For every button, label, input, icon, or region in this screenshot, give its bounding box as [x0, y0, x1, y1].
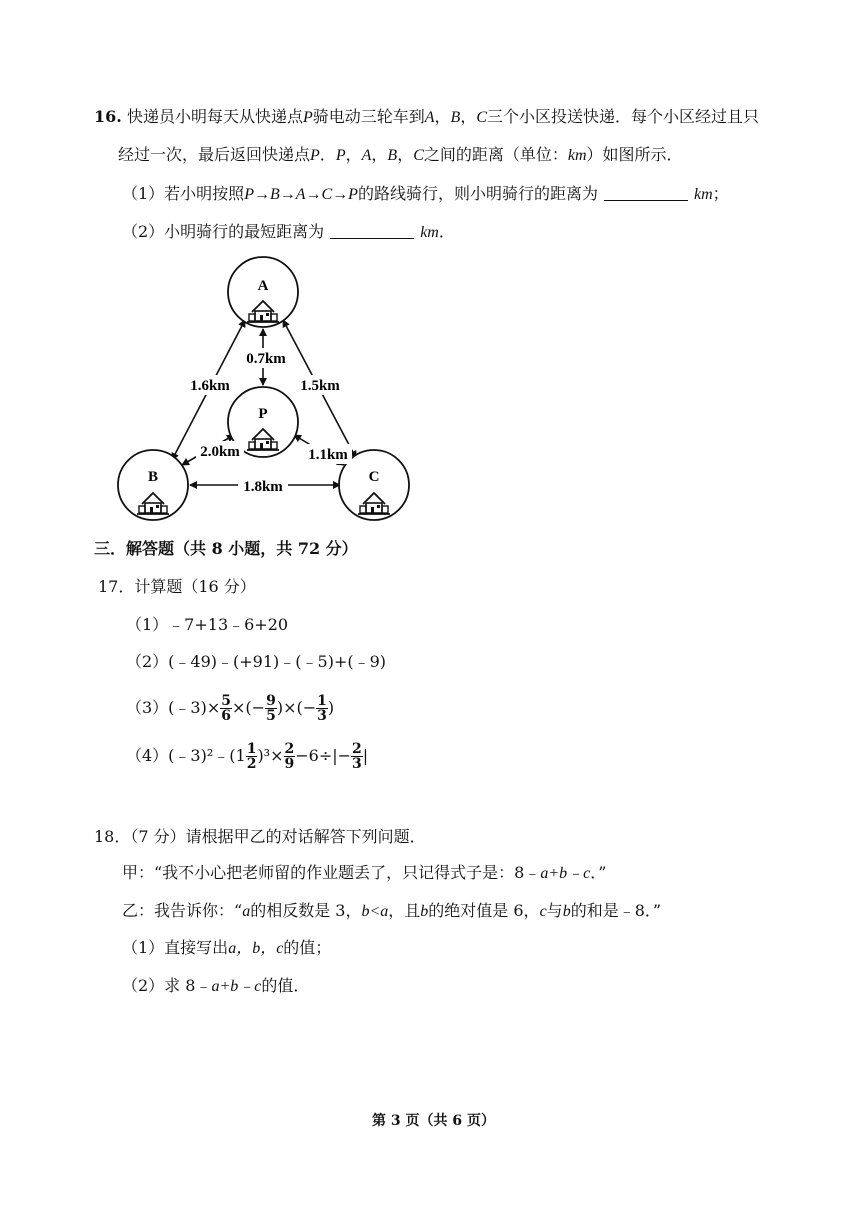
comma: ，: [434, 107, 451, 126]
answer-blank[interactable]: [330, 222, 414, 239]
period: ．: [319, 145, 336, 164]
var-a: A: [361, 147, 372, 164]
denominator: 5: [266, 708, 276, 724]
q16-text: ）如图所示．: [586, 145, 683, 164]
q17-part1: （1）﹣7+13﹣6+20: [126, 615, 289, 634]
part-text: （2）求 8﹣: [122, 976, 212, 995]
comma: ，: [460, 107, 477, 126]
q16-text: 快递员小明每天从快递点: [126, 107, 303, 126]
q17-title: 17．计算题（16 分）: [98, 577, 256, 596]
denominator: 3: [317, 708, 327, 724]
node-a: [228, 257, 298, 327]
numerator: 2: [352, 741, 362, 757]
node-b-label: B: [147, 469, 159, 485]
var-p: P: [335, 147, 346, 164]
var-c: C: [413, 147, 424, 164]
q18-jia: [122, 862, 606, 885]
var-p: P: [310, 147, 320, 164]
comma: ，: [371, 145, 388, 164]
inequality: b<a: [361, 903, 389, 920]
denominator: 6: [221, 708, 232, 724]
unit-km: km: [567, 147, 587, 164]
unit-km: km: [420, 224, 439, 241]
var-c: c: [539, 903, 547, 920]
variables: a，b，c: [228, 940, 284, 957]
dialogue-text: 乙：我告诉你：“: [122, 901, 243, 920]
numerator: 5: [221, 693, 232, 709]
expression: a+b﹣c: [211, 978, 262, 995]
fraction: [265, 694, 277, 723]
node-a-label: A: [257, 278, 269, 294]
q16-part2: [122, 221, 455, 244]
numerator: 1: [317, 693, 327, 709]
fraction: [220, 694, 232, 723]
q16-text: 经过一次，最后返回快递点: [118, 145, 311, 164]
period: ．: [438, 222, 455, 241]
edge-label-ab: 1.6km: [190, 378, 230, 394]
var-b: B: [450, 109, 461, 126]
comma: ，: [397, 145, 414, 164]
var-a: A: [424, 109, 435, 126]
q18-title: 18．（7 分）请根据甲乙的对话解答下列问题．: [94, 827, 426, 846]
q17-part4: [126, 736, 368, 776]
edge-label-pa: 0.7km: [246, 351, 286, 367]
denominator: 9: [284, 756, 295, 772]
page-footer: 第 3 页（共 6 页）: [372, 1113, 495, 1129]
part-text: （1）直接写出: [122, 938, 229, 957]
edge-label-bc: 1.8km: [243, 479, 283, 495]
expr-text: ×(−: [232, 698, 266, 717]
answer-blank[interactable]: [604, 184, 688, 201]
dialogue-text: 的相反数是 3，: [250, 901, 362, 920]
fraction: [246, 742, 258, 771]
q17-part3: [126, 688, 334, 728]
var-b: b: [562, 903, 571, 920]
node-p-label: P: [258, 406, 268, 422]
expr-text: （3）(﹣3)×: [126, 698, 221, 717]
edge-label-ac: 1.5km: [300, 378, 340, 394]
numerator: 2: [284, 741, 295, 757]
q18-part1: [122, 937, 331, 960]
q16-line2: [118, 144, 683, 167]
numerator: 1: [246, 741, 257, 757]
q16-text: 之间的距离（单位：: [423, 145, 568, 164]
part-text: 的值．: [261, 976, 310, 995]
part-text: 的路线骑行，则小明骑行的距离为: [357, 184, 598, 203]
part-text: （1）若小明按照: [122, 184, 245, 203]
semicolon: ；: [712, 184, 729, 203]
fraction: [316, 694, 328, 723]
question-number: 16.: [94, 107, 122, 126]
dialogue-text: 的和是﹣8．”: [570, 901, 662, 920]
q16-line1: [94, 106, 759, 129]
expr-text: （4）(﹣3)²﹣(1: [126, 746, 246, 765]
denominator: 2: [246, 756, 257, 772]
unit-km: km: [693, 186, 713, 203]
dialogue-text: 与: [546, 901, 563, 920]
route: P→B→A→C→P: [244, 186, 358, 203]
edge-label-pc: 1.1km: [308, 447, 348, 463]
q18-yi: [122, 900, 661, 923]
expr-text: |: [362, 746, 369, 765]
expr-text: )×(−: [276, 698, 317, 717]
node-c-label: C: [368, 469, 380, 485]
node-b: [118, 450, 188, 520]
fraction: [351, 742, 363, 771]
var-p: P: [302, 109, 313, 126]
q16-part1: [122, 183, 729, 206]
q17-part2: （2）(﹣49)﹣(+91)﹣(﹣5)+(﹣9): [126, 652, 387, 671]
var-c: C: [476, 109, 488, 126]
dialogue-text: 的绝对值是 6，: [428, 901, 540, 920]
expression: a+b﹣c: [540, 865, 591, 882]
var-b: b: [420, 903, 429, 920]
q16-text: 骑电动三轮车到: [312, 107, 425, 126]
var-b: B: [387, 147, 398, 164]
edge-label-pb: 2.0km: [200, 444, 240, 460]
expr-text: )³×: [257, 746, 284, 765]
numerator: 9: [266, 693, 276, 709]
dialogue-text: ．”: [590, 863, 607, 882]
part-text: 的值；: [283, 938, 332, 957]
part-text: （2）小明骑行的最短距离为: [122, 222, 325, 241]
dialogue-text: ，且: [388, 901, 421, 920]
q18-part2: [122, 975, 309, 998]
denominator: 3: [352, 756, 362, 772]
dialogue-text: 甲：“我不小心把老师留的作业题丢了，只记得式子是：8﹣: [122, 863, 541, 882]
expr-text: ): [327, 698, 335, 717]
section-title: 三．解答题（共 8 小题，共 72 分）: [94, 539, 358, 558]
comma: ，: [345, 145, 362, 164]
route-diagram: [108, 252, 418, 524]
q16-text: 三个小区投送快递．每个小区经过且只: [487, 107, 760, 126]
var-a: a: [242, 903, 251, 920]
fraction: [284, 742, 296, 771]
expr-text: −6÷|−: [295, 746, 352, 765]
